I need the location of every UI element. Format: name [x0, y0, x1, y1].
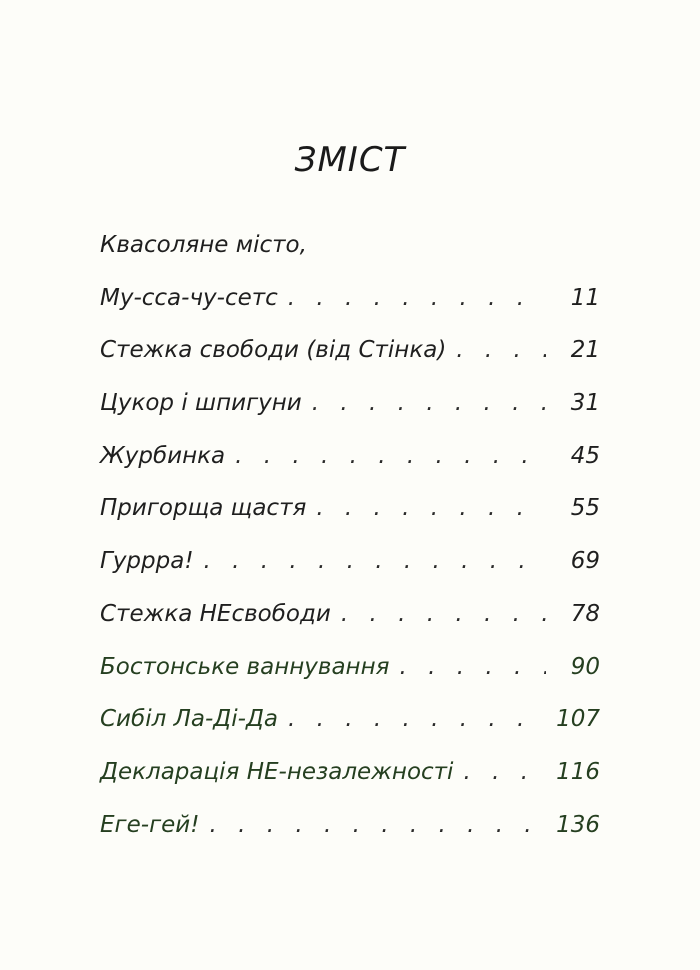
dot-leader	[288, 287, 546, 310]
toc-entry-title: Еге-гей!	[100, 811, 200, 838]
toc-entry	[100, 685, 600, 738]
toc-entry-page: 90	[570, 653, 600, 680]
toc-entry-title: Му-сса-чу-сетс	[100, 284, 278, 311]
toc-entry	[100, 421, 600, 474]
toc-entry-page: 21	[570, 337, 600, 364]
dot-leader	[341, 603, 546, 626]
toc-entry-page: 55	[570, 495, 600, 522]
toc-entry-title: Стежка свободи (від Стінка)	[100, 337, 447, 364]
dot-leader	[209, 814, 546, 837]
toc-entry	[100, 579, 600, 632]
toc-entry-page: 11	[570, 284, 600, 311]
toc-entry-page: 136	[556, 811, 600, 838]
table-of-contents	[100, 225, 600, 843]
toc-entry-title: Пригорща щастя	[100, 495, 307, 522]
toc-entry	[100, 316, 600, 369]
dot-leader	[312, 392, 546, 415]
toc-entry-title: Декларація НЕ-незалежності	[100, 758, 454, 785]
toc-entry-page: 78	[570, 600, 600, 627]
dot-leader	[463, 761, 546, 784]
toc-entry-title: Журбинка	[100, 442, 226, 469]
page-title: ЗМІСТ	[294, 140, 406, 180]
toc-entry	[100, 632, 600, 685]
toc-entry	[100, 737, 600, 790]
dot-leader	[456, 339, 546, 362]
dot-leader	[235, 445, 546, 468]
toc-entry	[100, 474, 600, 527]
dot-leader	[399, 656, 546, 679]
toc-entry-page: 116	[556, 758, 600, 785]
toc-entry-page: 31	[570, 390, 600, 417]
toc-entry-title: Стежка НЕсвободи	[100, 600, 331, 627]
toc-entry-title: Цукор і шпигуни	[100, 390, 302, 417]
toc-entry-title: Квасоляне місто,	[100, 232, 307, 258]
toc-entry-title: Сибіл Ла-Ді-Да	[100, 706, 279, 733]
dot-leader	[204, 550, 546, 573]
toc-entry	[100, 526, 600, 579]
toc-entry-page: 69	[570, 548, 600, 575]
dot-leader	[288, 708, 546, 731]
dot-leader	[316, 497, 546, 520]
toc-entry	[100, 263, 600, 316]
toc-entry-page: 45	[570, 442, 600, 469]
toc-entry-page: 107	[556, 706, 600, 733]
toc-entry-title: Бостонське ваннування	[100, 653, 390, 680]
toc-first-line	[100, 225, 600, 263]
toc-entry-title: Гуррра!	[100, 548, 194, 575]
toc-entry	[100, 368, 600, 421]
toc-entry	[100, 790, 600, 843]
